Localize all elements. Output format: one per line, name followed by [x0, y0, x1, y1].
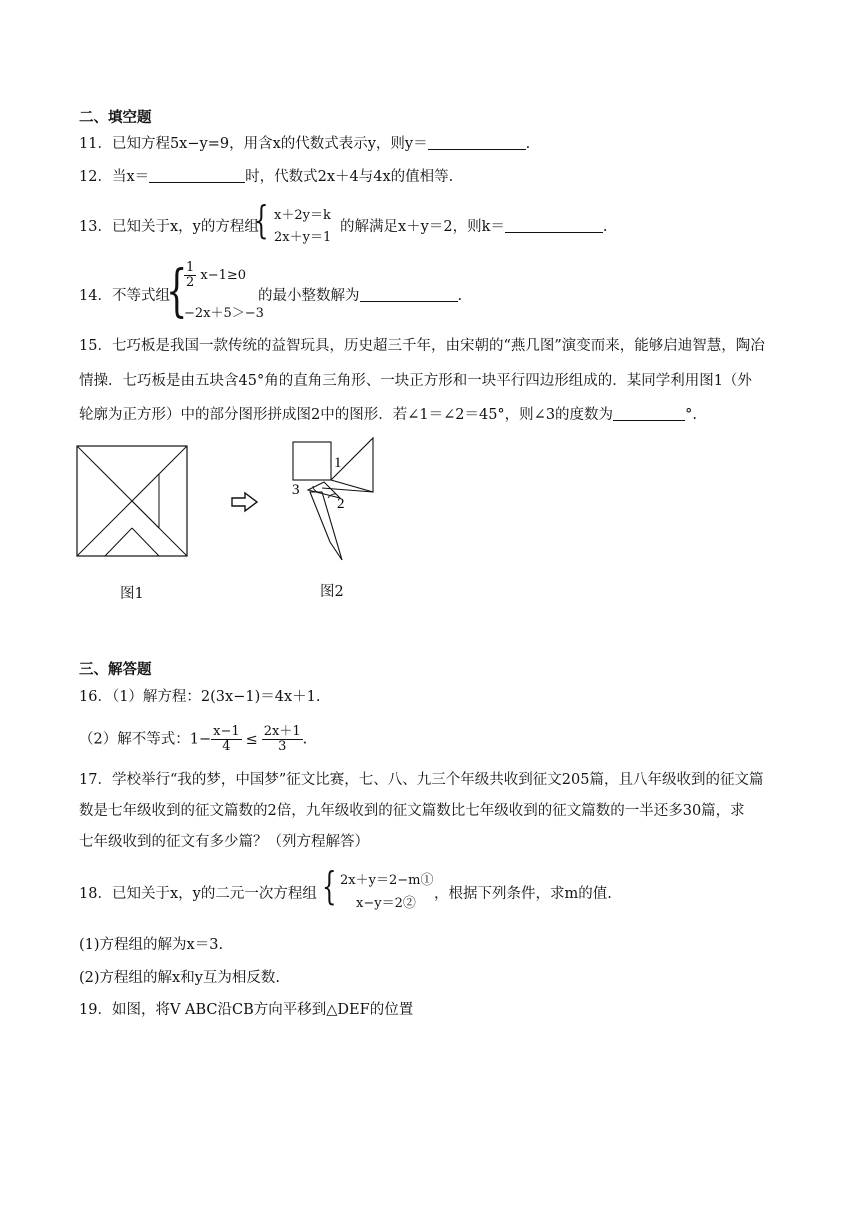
- q13-equation-1: x＋2y＝k: [274, 208, 331, 223]
- q15-line-1: 15．七巧板是我国一款传统的益智玩具，历史超三千年，由宋朝的“燕几图”演变而来，能够启迪智慧，陶冶: [79, 338, 765, 354]
- q11-answer-blank[interactable]: [428, 135, 526, 150]
- figure-1-caption: 图1: [120, 586, 144, 602]
- angle-label-3: 3: [292, 482, 300, 498]
- figure-2-shape: [284, 432, 384, 562]
- angle-label-1: 1: [334, 455, 342, 471]
- q12-post: 时，代数式2x＋4与4x的值相等.: [245, 169, 454, 185]
- q12-pre: 12．当x＝: [79, 169, 150, 185]
- q17-line-1: 17．学校举行“我的梦，中国梦”征文比赛，七、八、九三个年级共收到征文205篇，且八年级收到的征文篇: [79, 772, 764, 788]
- q13-brace: {: [254, 198, 269, 242]
- question-11: [79, 134, 530, 154]
- angle-label-2: 2: [337, 496, 345, 512]
- question-13-pre: 13．已知关于x，y的方程组: [79, 219, 259, 235]
- question-19: 19．如图，将V ABC沿CB方向平移到△DEF的位置: [79, 1002, 414, 1018]
- q15-line-2: 情操．七巧板是由五块含45°角的直角三角形、一块正方形和一块平行四边形组成的．某同学利用图1（外: [79, 373, 752, 389]
- q13-answer-blank[interactable]: [505, 218, 603, 233]
- q14-eq1-rest: x−1≥0: [200, 268, 247, 283]
- q14-answer-blank[interactable]: [360, 287, 458, 302]
- figure-1-tangram: [76, 445, 188, 557]
- question-14-mid: [258, 286, 462, 306]
- q16-part2-pre: （2）解不等式：1−: [79, 731, 212, 748]
- q17-line-2: 数是七年级收到的征文篇数的2倍，九年级收到的征文篇数比七年级收到的征文篇数的一半还多30篇，求: [79, 803, 745, 819]
- q14-mid: 的最小整数解为: [258, 288, 360, 304]
- q18-condition-2: (2)方程组的解x和y互为相反数.: [79, 970, 281, 986]
- q14-brace: {: [166, 259, 188, 324]
- section-title-fill: 二、填空题: [79, 110, 152, 126]
- q11-text: 11．已知方程5x−y=9，用含x的代数式表示y，则y＝: [79, 136, 428, 152]
- q16-part-1: 16．（1）解方程：2(3x−1)＝4x＋1.: [79, 689, 321, 705]
- q16-part-2: [79, 725, 307, 754]
- q18-post: ，根据下列条件，求m的值.: [434, 886, 612, 902]
- q18-pre: 18．已知关于x，y的二元一次方程组: [79, 886, 317, 902]
- q16-leq: ≤: [245, 731, 258, 748]
- q18-equation-2: x−y＝2②: [356, 896, 416, 911]
- question-14-pre: 14．不等式组: [79, 288, 170, 304]
- q16-end: .: [302, 731, 308, 748]
- figure-2-caption: 图2: [320, 584, 344, 600]
- question-12: [79, 167, 453, 187]
- q15-line-3: [79, 405, 697, 425]
- q13-mid: 的解满足x＋y＝2，则k＝: [340, 219, 505, 235]
- q17-line-3: 七年级收到的征文有多少篇？（列方程解答）: [79, 834, 369, 850]
- q12-answer-blank[interactable]: [149, 168, 245, 183]
- q15-line3-end: °.: [685, 407, 697, 423]
- q14-end: .: [457, 288, 463, 304]
- q13-equation-2: 2x＋y＝1: [274, 230, 332, 245]
- question-13-mid: [340, 217, 608, 237]
- q15-line3-text: 轮廓为正方形）中的部分图形拼成图2中的图形．若∠1＝∠2＝45°，则∠3的度数为: [79, 407, 614, 423]
- q16-fraction-1: $\frac{x-1}{4}$: [213, 724, 240, 754]
- arrow-right-icon: [230, 491, 260, 513]
- q18-brace: {: [322, 864, 337, 908]
- section-title-answer: 三、解答题: [79, 662, 152, 678]
- q18-condition-1: (1)方程组的解为x＝3.: [79, 937, 224, 953]
- q14-equation-2: −2x＋5＞−3: [184, 306, 264, 321]
- q18-equation-1: 2x＋y＝2−m①: [340, 873, 434, 888]
- q14-fraction: $\frac{1}{2}$: [186, 260, 195, 290]
- q15-answer-blank[interactable]: [613, 406, 685, 421]
- q13-end: .: [602, 219, 608, 235]
- q14-equation-1: [184, 261, 246, 290]
- q16-fraction-2: $\frac{2x+1}{3}$: [263, 724, 301, 754]
- q11-end: .: [525, 136, 531, 152]
